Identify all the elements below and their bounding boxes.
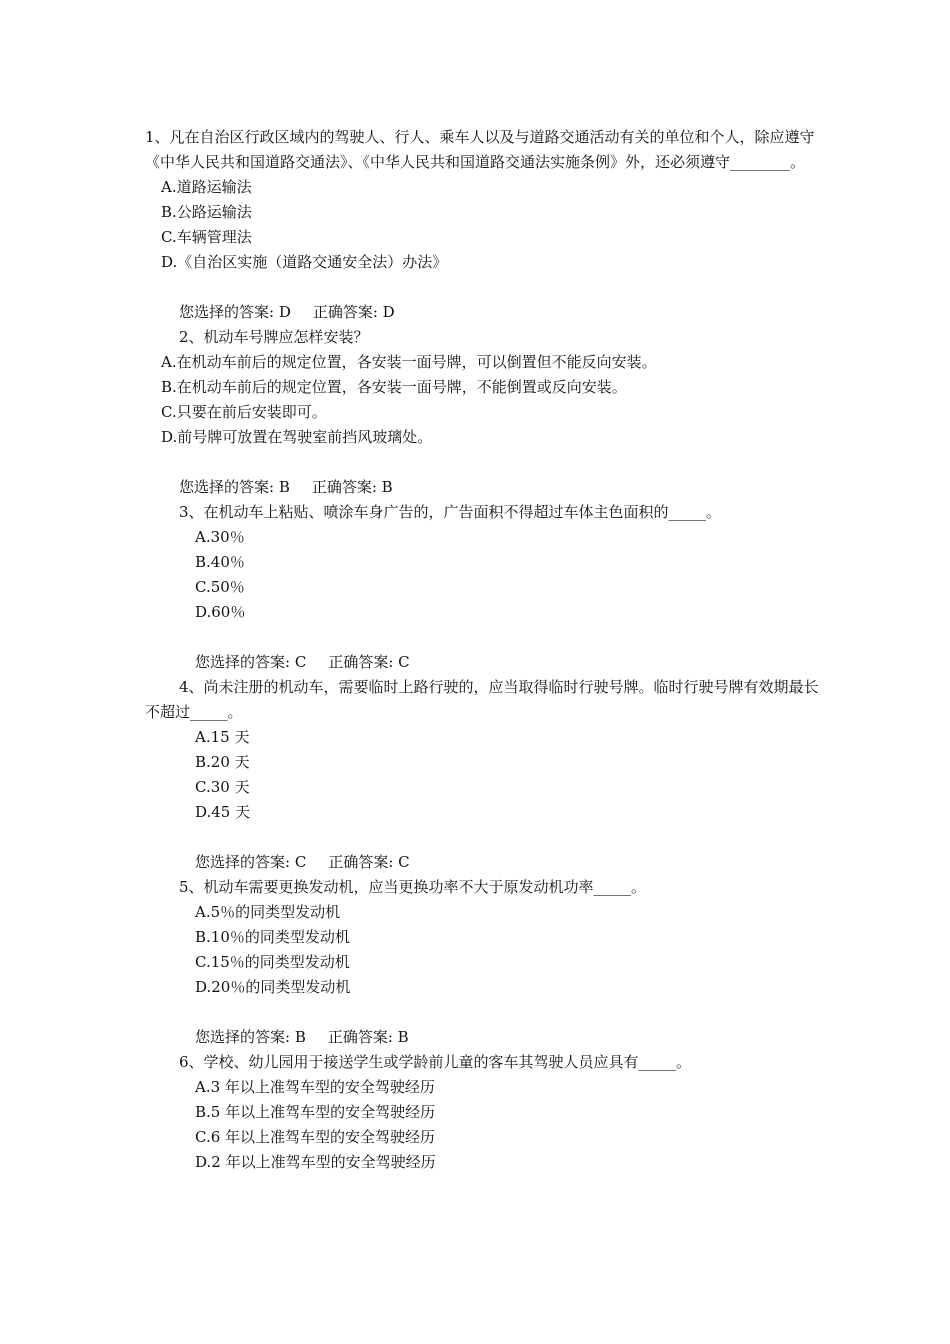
option-d: D.前号牌可放置在驾驶室前挡风玻璃处。 (161, 428, 433, 446)
option-d: D.45 天 (195, 803, 251, 821)
option-c: C.30 天 (195, 778, 250, 796)
spacer (145, 450, 825, 475)
option-a: A.15 天 (195, 728, 250, 746)
option-a: A.30％ (195, 528, 245, 546)
correct-answer: 正确答案: B (311, 478, 393, 496)
option-c: C.车辆管理法 (161, 228, 252, 246)
option-d: D.60％ (195, 603, 246, 621)
question-stem: 4、尚未注册的机动车，需要临时上路行驶的，应当取得临时行驶号牌。临时行驶号牌有效期最长不超过_____。 (145, 678, 819, 721)
option-a: A.5％的同类型发动机 (195, 903, 341, 921)
answer-line (145, 650, 825, 675)
option-c: C.只要在前后安装即可。 (161, 403, 327, 421)
correct-answer: 正确答案: D (312, 303, 395, 321)
your-answer: 您选择的答案: C (195, 853, 307, 871)
answer-line (145, 850, 825, 875)
option-c: C.15％的同类型发动机 (195, 953, 350, 971)
your-answer: 您选择的答案: C (195, 653, 307, 671)
option-c: C.6 年以上准驾车型的安全驾驶经历 (195, 1128, 436, 1146)
question-stem: 6、学校、幼儿园用于接送学生或学龄前儿童的客车其驾驶人员应具有_____。 (179, 1053, 692, 1071)
option-a: A.3 年以上准驾车型的安全驾驶经历 (195, 1078, 435, 1096)
answer-line (145, 1025, 825, 1050)
spacer (145, 825, 825, 850)
option-b: B.5 年以上准驾车型的安全驾驶经历 (195, 1103, 436, 1121)
option-b: B.在机动车前后的规定位置，各安装一面号牌，不能倒置或反向安装。 (161, 378, 627, 396)
spacer (145, 625, 825, 650)
option-a: A.道路运输法 (161, 178, 252, 196)
answer-line (145, 300, 825, 325)
option-b: B.10％的同类型发动机 (195, 928, 350, 946)
question-stem: 1、凡在自治区行政区域内的驾驶人、行人、乘车人以及与道路交通活动有关的单位和个人，除应遵守《中华人民共和国道路交通法》、《中华人民共和国道路交通法实施条例》外，还必须遵守________。 (145, 128, 815, 171)
question-stem: 3、在机动车上粘贴、喷涂车身广告的，广告面积不得超过车体主色面积的_____。 (179, 503, 722, 521)
question-5 (145, 875, 825, 1050)
your-answer: 您选择的答案: B (179, 478, 290, 496)
option-b: B.40％ (195, 553, 245, 571)
question-list (145, 125, 825, 1175)
your-answer: 您选择的答案: D (179, 303, 291, 321)
option-a: A.在机动车前后的规定位置，各安装一面号牌，可以倒置但不能反向安装。 (161, 353, 657, 371)
correct-answer: 正确答案: B (327, 1028, 409, 1046)
spacer (145, 275, 825, 300)
option-d: D.2 年以上准驾车型的安全驾驶经历 (195, 1153, 436, 1171)
answer-line (145, 475, 825, 500)
spacer (145, 1000, 825, 1025)
question-1 (145, 125, 825, 325)
option-d: D.20％的同类型发动机 (195, 978, 351, 996)
question-stem: 2、机动车号牌应怎样安装？ (179, 328, 369, 346)
question-stem: 5、机动车需要更换发动机，应当更换功率不大于原发动机功率_____。 (179, 878, 647, 896)
question-6 (145, 1050, 825, 1175)
your-answer: 您选择的答案: B (195, 1028, 306, 1046)
option-b: B.公路运输法 (161, 203, 252, 221)
question-3 (145, 500, 825, 675)
option-b: B.20 天 (195, 753, 250, 771)
correct-answer: 正确答案: C (328, 853, 410, 871)
question-4 (145, 675, 825, 875)
correct-answer: 正确答案: C (328, 653, 410, 671)
option-c: C.50％ (195, 578, 245, 596)
option-d: D.《自治区实施（道路交通安全法）办法》 (161, 253, 448, 271)
question-2 (145, 325, 825, 500)
